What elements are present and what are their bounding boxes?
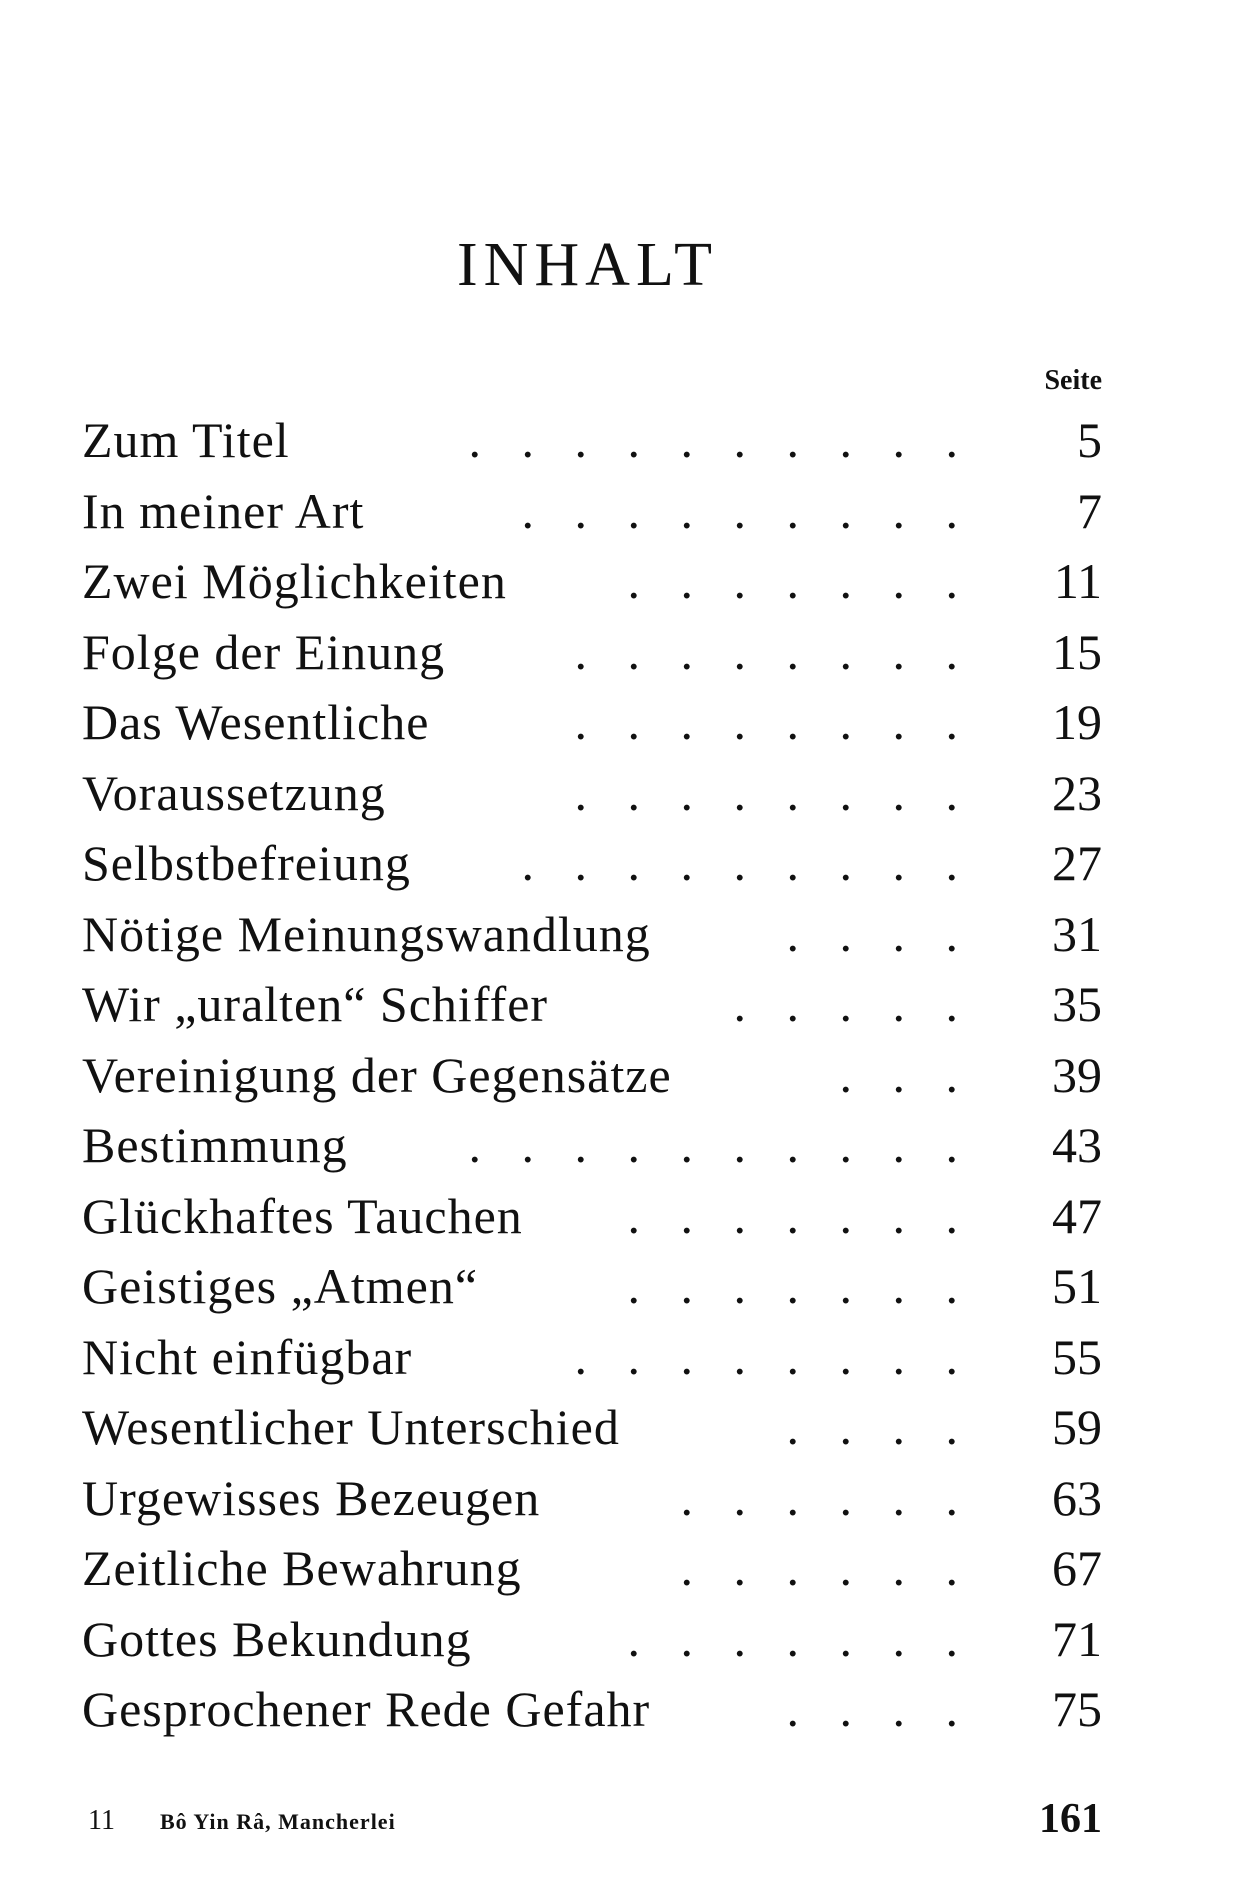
leader-dots: . . . . . <box>733 976 972 1032</box>
leader-dots: . . . . <box>786 1399 972 1455</box>
toc-entry <box>82 1322 1102 1393</box>
leader-dots: . . . . . . . <box>627 1187 972 1244</box>
leader-dots: . . . . . . . . <box>574 694 972 750</box>
toc-entry-page: 27 <box>1052 835 1102 891</box>
leader-dots: . . . . . . . <box>627 1258 972 1314</box>
leader-dots: . . . . . . . . <box>574 764 972 821</box>
toc-entry <box>82 1181 1102 1252</box>
page-column-label: Seite <box>1044 365 1102 396</box>
toc-entry-page: 11 <box>1053 553 1102 609</box>
toc-entry-title: Vereinigung der Gegensätze <box>82 1046 672 1103</box>
leader-dots: . . . . . . . . <box>574 623 972 680</box>
toc-entry-page: 47 <box>1052 1187 1102 1244</box>
toc-entry-page: 7 <box>1077 482 1102 539</box>
toc-entry-title: Nötige Meinungswandlung <box>82 905 651 962</box>
toc-entry-page: 71 <box>1052 1610 1102 1667</box>
toc-entry-title: Folge der Einung <box>82 623 446 680</box>
toc-entry-page: 67 <box>1052 1540 1102 1596</box>
toc-entry <box>82 617 1102 688</box>
toc-entry <box>82 476 1102 547</box>
toc-entry-page: 75 <box>1052 1681 1102 1737</box>
leader-dots: . . . . . . . <box>627 1610 972 1667</box>
leader-dots: . . . <box>839 1046 972 1103</box>
toc-entry-title: Gottes Bekundung <box>82 1610 472 1667</box>
toc-entry <box>82 405 1102 476</box>
toc-entry-title: Das Wesentliche <box>82 694 430 750</box>
toc-entry-title: In meiner Art <box>82 482 365 539</box>
toc-entry <box>82 1604 1102 1675</box>
toc-entry-title: Glückhaftes Tauchen <box>82 1187 523 1244</box>
toc-entry-page: 15 <box>1052 623 1102 680</box>
toc-entry-title: Bestimmung <box>82 1117 348 1173</box>
toc-entry <box>82 546 1102 617</box>
toc-entry-page: 35 <box>1052 976 1102 1032</box>
toc-entry <box>82 1110 1102 1181</box>
toc-entry <box>82 1533 1102 1604</box>
leader-dots: . . . . <box>786 1681 972 1737</box>
toc-entry-title: Wir „uralten“ Schiffer <box>82 976 549 1032</box>
page-footer <box>88 1795 1102 1845</box>
toc-entry-page: 39 <box>1052 1046 1102 1103</box>
toc-entry <box>82 1392 1102 1463</box>
toc-entry <box>82 1674 1102 1745</box>
toc-entry-page: 51 <box>1052 1258 1102 1314</box>
toc-entry-page: 19 <box>1052 694 1102 750</box>
toc-entry-page: 55 <box>1052 1328 1102 1385</box>
toc-entry-page: 31 <box>1052 905 1102 962</box>
toc-entry-title: Zeitliche Bewahrung <box>82 1540 522 1596</box>
page-number: 161 <box>1039 1796 1102 1842</box>
leader-dots: . . . . . . . . . <box>521 482 972 539</box>
page-title: INHALT <box>456 231 719 299</box>
leader-dots: . . . . . . . . . . <box>468 1117 972 1173</box>
leader-dots: . . . . . . <box>680 1540 972 1596</box>
leader-dots: . . . . . . . . <box>574 1328 972 1385</box>
toc-entry <box>82 1463 1102 1534</box>
toc-entry-title: Zum Titel <box>82 412 290 468</box>
leader-dots: . . . . <box>786 905 972 962</box>
toc-entry-title: Nicht einfügbar <box>82 1328 413 1385</box>
toc-entry <box>82 969 1102 1040</box>
toc-entry <box>82 1251 1102 1322</box>
toc-entry-page: 23 <box>1052 764 1102 821</box>
toc-entry-page: 43 <box>1052 1117 1102 1173</box>
toc-entry <box>82 899 1102 970</box>
toc-entry-page: 63 <box>1052 1469 1102 1526</box>
leader-dots: . . . . . . <box>680 1469 972 1526</box>
table-of-contents <box>82 405 1102 1745</box>
toc-entry <box>82 828 1102 899</box>
toc-entry-title: Zwei Möglichkeiten <box>82 553 507 609</box>
leader-dots: . . . . . . . . . <box>521 835 972 891</box>
toc-entry-title: Geistiges „Atmen“ <box>82 1258 479 1314</box>
signature-mark: 11 <box>88 1805 115 1836</box>
book-imprint: Bô Yin Râ, Mancherlei <box>160 1809 396 1834</box>
leader-dots: . . . . . . . . . . <box>468 412 972 468</box>
toc-entry-title: Gesprochener Rede Gefahr <box>82 1681 651 1737</box>
toc-entry <box>82 687 1102 758</box>
toc-entry-title: Voraussetzung <box>82 764 386 821</box>
toc-entry-title: Selbstbefreiung <box>82 835 411 891</box>
toc-entry <box>82 758 1102 829</box>
toc-entry-page: 5 <box>1077 412 1102 468</box>
toc-entry-title: Urgewisses Bezeugen <box>82 1469 541 1526</box>
toc-entry <box>82 1040 1102 1111</box>
leader-dots: . . . . . . . <box>627 553 972 609</box>
toc-entry-title: Wesentlicher Unterschied <box>82 1399 620 1455</box>
toc-entry-page: 59 <box>1052 1399 1102 1455</box>
